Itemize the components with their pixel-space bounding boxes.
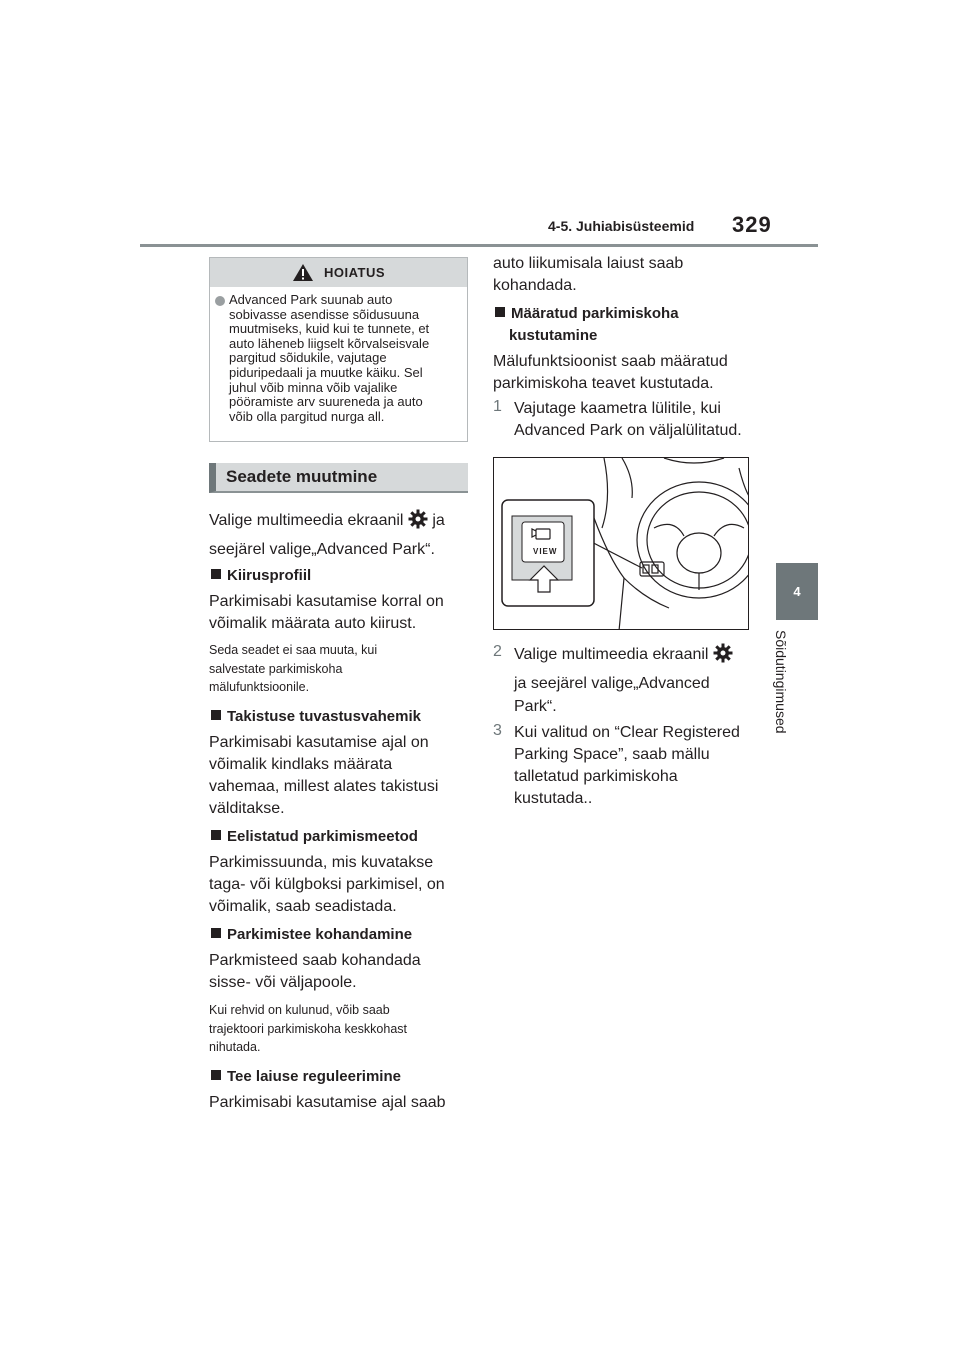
subheading-text: Kiirusprofiil <box>227 567 312 584</box>
subheading-obstacle <box>211 706 421 728</box>
obstacle-paragraph <box>209 732 438 820</box>
text-line: Parkmisteed saab kohandada <box>209 952 421 969</box>
square-bullet-icon <box>495 307 505 317</box>
intro-text: ja <box>432 512 445 529</box>
warning-text <box>229 293 459 424</box>
steering-wheel-illustration <box>494 458 749 630</box>
continued-paragraph <box>493 253 683 297</box>
subheading-text: Tee laiuse reguleerimine <box>227 1068 401 1085</box>
intro-text: Valige multimeedia ekraanil <box>209 512 404 529</box>
warning-line: võib olla pargitud nurga all. <box>229 408 385 424</box>
warning-line: auto läheneb liigselt kõrvalseisvale <box>229 335 430 351</box>
text-line: parkimiskoha teavet kustutada. <box>493 375 714 392</box>
adjust-paragraph <box>209 950 421 994</box>
text-line: Parking Space”, saab mällu <box>514 746 710 763</box>
subheading-text: kustutamine <box>509 327 598 344</box>
text-line: Parkimisabi kasutamise korral on <box>209 593 444 610</box>
note-line: nihutada. <box>209 1040 261 1054</box>
gear-icon <box>408 509 428 529</box>
intro-line-1 <box>209 509 445 532</box>
chapter-label <box>773 630 811 750</box>
step-number: 1 <box>493 398 502 415</box>
subheading-text: Takistuse tuvastusvahemik <box>227 708 421 725</box>
text-line: Parkimissuunda, mis kuvatakse <box>209 854 434 871</box>
chapter-label-text: Sõidutingimused <box>773 630 789 734</box>
text-line: võimalik määrata auto kiirust. <box>209 615 417 632</box>
note-line: mälufunktsioonile. <box>209 680 310 694</box>
subheading-delete <box>495 303 679 347</box>
text-line: taga- või külgboksi parkimisel, on <box>209 876 445 893</box>
square-bullet-icon <box>211 710 221 720</box>
step-2-line-2: ja seejärel valige„Advanced <box>514 675 710 692</box>
warning-line: sobivasse asendisse sõidusuuna <box>229 306 420 322</box>
square-bullet-icon <box>211 830 221 840</box>
warning-line: juhul võib minna võib vajalike <box>229 379 398 395</box>
page-number: 329 <box>732 212 772 237</box>
warning-line: pargitud sõidukile, vajutage <box>229 350 387 366</box>
note-line: salvestate parkimiskoha <box>209 661 343 676</box>
text-line: Vajutage kaametra lülitile, kui <box>514 400 721 417</box>
warning-header <box>210 258 467 287</box>
step-2-line-3: Park“. <box>514 698 557 715</box>
text-line: kohandada. <box>493 277 577 294</box>
section-heading-text: Seadete muutmine <box>226 467 378 486</box>
warning-title: HOIATUS <box>323 265 386 280</box>
subheading-adjust <box>211 924 412 946</box>
warning-line: muutmiseks, kuid kui te tunnete, et <box>229 321 430 337</box>
subheading-text: Määratud parkimiskoha <box>511 305 679 322</box>
step-1-text <box>514 398 742 442</box>
text-line: kustutada.. <box>514 790 593 807</box>
intro-line-2: seejärel valige„Advanced Park“. <box>209 541 435 558</box>
text-line: võimalik, saab seadistada. <box>209 898 397 915</box>
square-bullet-icon <box>211 569 221 579</box>
square-bullet-icon <box>211 1070 221 1080</box>
note-line: Kui rehvid on kulunud, võib saab <box>209 1003 390 1017</box>
text-line: sisse- või väljapoole. <box>209 974 357 991</box>
text-line: auto liikumisala laiust saab <box>493 255 684 272</box>
width-paragraph: Parkimisabi kasutamise ajal saab <box>209 1094 446 1111</box>
text-line: Mälufunktsioonist saab määratud <box>493 353 728 370</box>
text-line: Kui valitud on “Clear Registered <box>514 724 740 741</box>
subheading-text: Eelistatud parkimismeetod <box>227 828 418 845</box>
subheading-speed <box>211 565 311 587</box>
warning-line: pööramiste arv suureneda ja auto <box>229 394 423 410</box>
speed-paragraph <box>209 591 444 635</box>
warning-line: Advanced Park suunab auto <box>229 292 393 307</box>
chapter-number: 4 <box>793 584 801 599</box>
note-line: Seda seadet ei saa muuta, kui <box>209 643 378 657</box>
text-line: välditakse. <box>209 800 285 817</box>
step-number: 3 <box>493 722 502 739</box>
text-line: Advanced Park on väljalülitatud. <box>514 422 742 439</box>
warning-body <box>210 287 467 424</box>
gear-icon <box>713 643 733 663</box>
subheading-width <box>211 1066 401 1088</box>
text-line: võimalik kindlaks määrata <box>209 756 393 773</box>
chapter-tab <box>776 563 818 620</box>
text-line: talletatud parkimiskoha <box>514 768 678 785</box>
step-number: 2 <box>493 643 502 660</box>
bullet-icon <box>215 296 225 306</box>
text-line: vahemaa, millest alates takistusi <box>209 778 439 795</box>
step-2-line-1 <box>514 643 733 666</box>
text-line: Parkimisabi kasutamise ajal on <box>209 734 429 751</box>
section-heading <box>209 463 468 493</box>
text-line: Valige multimeedia ekraanil <box>514 646 709 663</box>
camera-switch-illustration <box>493 457 749 630</box>
warning-box <box>209 257 468 442</box>
view-button-label: VIEW <box>533 547 558 556</box>
subheading-method <box>211 826 418 848</box>
warning-triangle-icon <box>292 263 314 282</box>
square-bullet-icon <box>211 928 221 938</box>
delete-paragraph <box>493 351 728 395</box>
warning-line: piduripedaali ja muutke käiku. Sel <box>229 364 423 380</box>
running-header-section: 4-5. Juhiabisüsteemid <box>548 218 695 234</box>
subheading-text: Parkimistee kohandamine <box>227 926 413 943</box>
speed-note <box>209 641 377 697</box>
note-line: trajektoori parkimiskoha keskkohast <box>209 1021 407 1036</box>
method-paragraph <box>209 852 445 918</box>
step-3-text <box>514 722 740 810</box>
adjust-note <box>209 1001 407 1057</box>
header-rule <box>140 244 818 247</box>
